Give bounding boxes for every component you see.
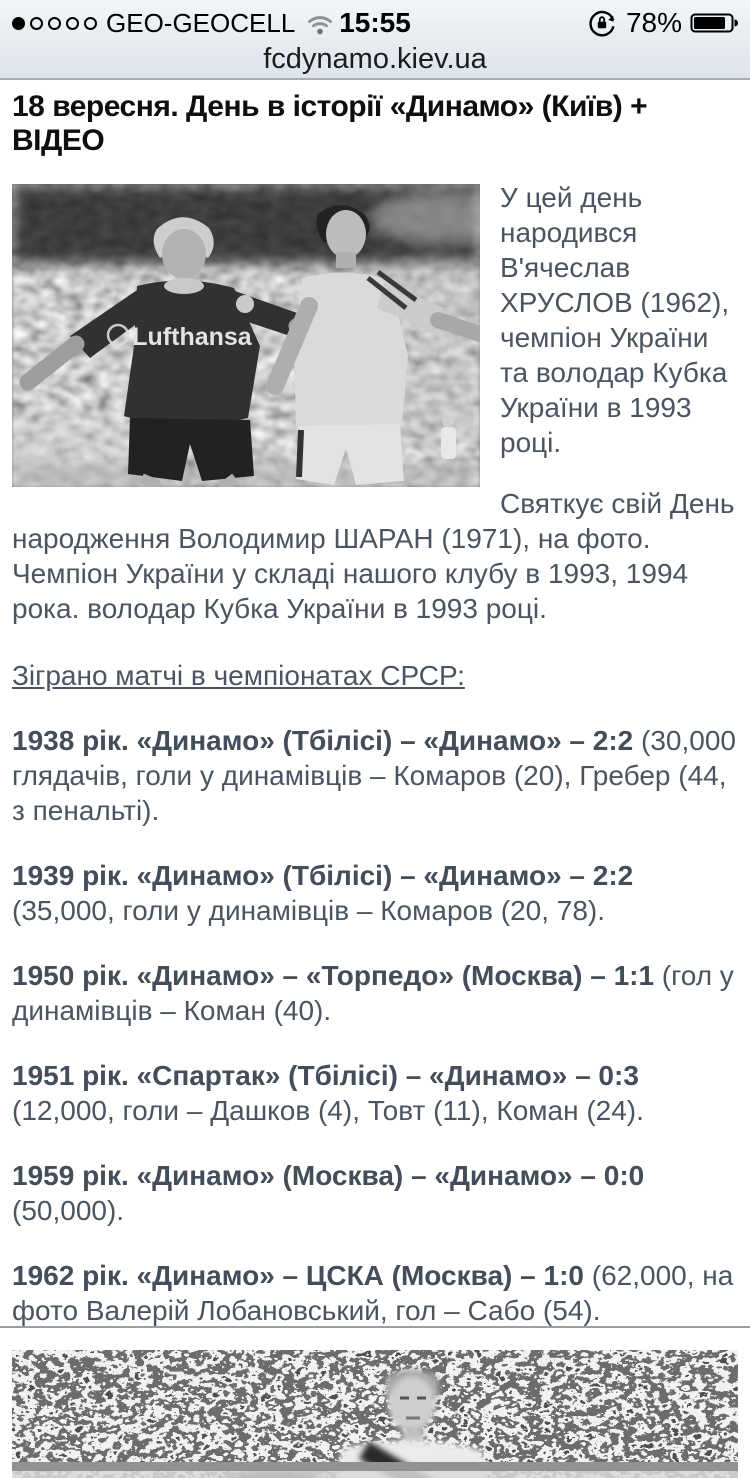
match-details: (62,000, на фото Валерій Лобановський, гол – Сабо (54). — [12, 1260, 734, 1326]
match-result: 1962 рік. «Динамо» – ЦСКА (Москва) – 1:0 — [12, 1260, 584, 1291]
match-entry — [12, 958, 738, 1028]
signal-dot — [12, 17, 25, 30]
rotation-lock-icon — [586, 7, 618, 39]
article-photo-players — [12, 184, 480, 487]
url-text[interactable]: fcdynamo.kiev.ua — [263, 43, 487, 75]
article-body — [12, 180, 738, 1478]
jersey-sponsor-text: Lufthansa — [132, 323, 252, 351]
match-result: 1959 рік. «Динамо» (Москва) – «Динамо» – 0:0 — [12, 1160, 645, 1191]
signal-dot — [30, 17, 43, 30]
wifi-icon — [305, 12, 335, 36]
status-bar — [0, 0, 750, 42]
match-entry — [12, 1158, 738, 1228]
section-heading — [12, 658, 738, 693]
article-paragraph: У цей день народився В'ячеслав ХРУСЛОВ (1962), чемпіон України та володар Кубка України в 1993 році. — [500, 182, 730, 458]
battery-percentage: 78% — [625, 7, 682, 38]
article-photo-lobanovskyi — [12, 1350, 738, 1478]
match-entry — [12, 1258, 738, 1328]
signal-dot — [66, 17, 79, 30]
match-result: 1950 рік. «Динамо» – «Торпедо» (Москва) – 1:1 — [12, 960, 655, 991]
signal-dot — [48, 17, 61, 30]
url-bar[interactable] — [0, 42, 750, 78]
match-entry — [12, 1058, 738, 1128]
match-details: (30,000 глядачів, голи у динамівців – Комаров (20), Гребер (44, з пенальті). — [12, 725, 736, 826]
match-details: (35,000, голи у динамівців – Комаров (20, 78). — [12, 895, 606, 926]
section-heading-text: Зіграно матчі в чемпіонатах СРСР: — [12, 660, 465, 691]
browser-chrome — [0, 0, 750, 80]
article-paragraph: Святкує свій День народження Володимир ШАРАН (1971), на фото. Чемпіон України у складі нашого клубу в 1993, 1994 рока. володар Кубка України в 1993 році. — [12, 488, 735, 624]
match-result: 1951 рік. «Спартак» (Тбілісі) – «Динамо» – 0:3 — [12, 1060, 639, 1091]
signal-dot — [84, 17, 97, 30]
clock: 15:55 — [339, 7, 411, 38]
battery-icon — [690, 11, 740, 35]
article-title: 18 вересня. День в історії «Динамо» (Київ) + ВІДЕО — [12, 90, 648, 157]
carrier-label: GEO-GEOCELL — [106, 7, 296, 38]
match-result: 1939 рік. «Динамо» (Тбілісі) – «Динамо» – 2:2 — [12, 860, 634, 891]
status-bar-right — [586, 7, 740, 39]
bottom-divider — [0, 1326, 750, 1328]
signal-strength-dots — [12, 17, 97, 30]
match-entry — [12, 858, 738, 928]
match-details: (12,000, голи – Дашков (4), Товт (11), Коман (24). — [12, 1095, 644, 1126]
match-details: (гол у динамівців – Коман (40). — [12, 960, 734, 1026]
match-result: 1938 рік. «Динамо» (Тбілісі) – «Динамо» – 2:2 — [12, 725, 634, 756]
match-entry — [12, 723, 738, 828]
match-details: (50,000). — [12, 1195, 125, 1226]
page-content — [0, 90, 750, 1478]
